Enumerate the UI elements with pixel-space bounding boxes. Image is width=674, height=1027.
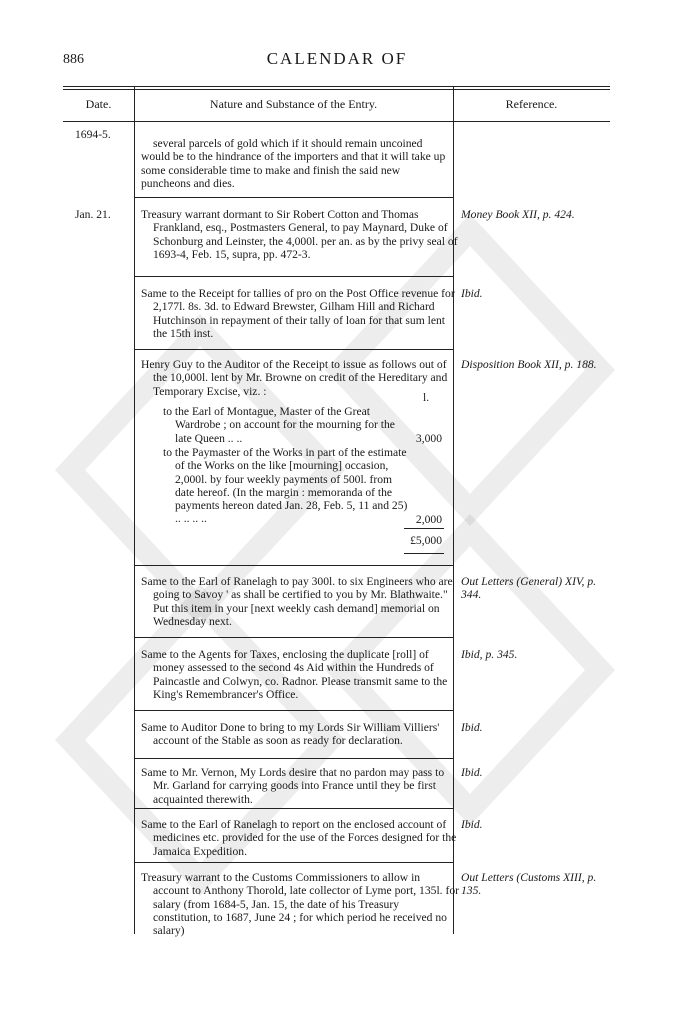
entry-text: Same to the Earl of Ranelagh to pay 300l. to six Engineers who are going to Savoy ' as shall be certified to you by Mr. Blathwaite." Put this item in your [next weekly cash demand] memorial on Wednesday next.	[141, 575, 453, 628]
entry-reference: Money Book XII, p. 424.	[461, 208, 575, 221]
entry-separator	[134, 276, 453, 277]
entry-reference: Disposition Book XII, p. 188.	[461, 358, 597, 371]
currency-marker: l.	[423, 391, 430, 404]
running-head: CALENDAR OF	[266, 49, 408, 68]
entry-separator	[134, 710, 453, 711]
entry-separator	[134, 637, 453, 638]
header-reference: Reference.	[505, 97, 558, 111]
page-number: 886	[63, 52, 84, 67]
column-divider-date	[134, 86, 135, 934]
entry-date: Jan. 21.	[75, 208, 111, 221]
entry-text: Same to Auditor Done to bring to my Lords Sir William Villiers' account of the Stable as soon as ready for declaration.	[141, 721, 440, 748]
entry-separator	[134, 565, 453, 566]
entry-separator	[134, 197, 453, 198]
entry-text: Henry Guy to the Auditor of the Receipt to issue as follows out of the 10,000l. lent by Mr. Browne on credit of the Hereditary and Temporary Excise, viz. :	[141, 358, 448, 398]
entry-reference: Ibid.	[461, 766, 483, 779]
entry-reference: Ibid, p. 345.	[461, 648, 518, 661]
entry-reference: Out Letters (General) XIV, p. 344.	[461, 575, 597, 602]
header-bottom-rule	[63, 121, 610, 122]
entry-text: Treasury warrant dormant to Sir Robert Cotton and Thomas Frankland, esq., Postmasters General, to pay Maynard, Duke of Schonburg and Leinster, the 4,000l. per an. as by the privy seal of 1693-4, Feb. 15, supra, pp. 472-3.	[141, 208, 458, 261]
payment-item: to the Paymaster of the Works in part of the estimate of the Works on the like [mourning] occasion, 2,000l. by four weekly payments of 500l. from date hereof. (In the margin : memoranda of the payments hereon dated Jan. 28, Feb. 5, 11 and 25) .. .. .. ..	[163, 446, 408, 526]
payment-total: £5,000	[410, 534, 442, 547]
table-top-rule-2	[63, 89, 610, 90]
entry-text: Treasury warrant to the Customs Commissioners to allow in account to Anthony Thorold, late collector of Lyme port, 135l. for salary (from 1684-5, Jan. 15, the date of his Treasury constitution, to 1687, June 24 ; for which period he received no salary)	[141, 871, 459, 938]
entry-text: Same to the Receipt for tallies of pro on the Post Office revenue for 2,177l. 8s. 3d. to Edward Brewster, Gilham Hill and Richard Hutchinson in repayment of their tally of loan for that sum lent the 15th inst.	[141, 287, 455, 340]
payment-item: to the Earl of Montague, Master of the Great Wardrobe ; on account for the mourning for the late Queen .. ..	[163, 405, 395, 445]
entry-separator	[134, 349, 453, 350]
entry-separator	[134, 808, 453, 809]
entry-reference: Ibid.	[461, 287, 483, 300]
entry-separator	[134, 758, 453, 759]
table-top-rule	[63, 86, 610, 87]
entry-text-continuation: several parcels of gold which if it should remain uncoined would be to the hindrance of the importers and that it will take up some considerable time to make and finish the said new puncheons and dies.	[141, 137, 446, 190]
payment-amount: 3,000	[415, 432, 442, 445]
header-entry: Nature and Substance of the Entry.	[209, 97, 378, 111]
entry-reference: Ibid.	[461, 818, 483, 831]
entry-text: Same to the Agents for Taxes, enclosing the duplicate [roll] of money assessed to the second 4s Aid within the Hundreds of Paincastle and Colwyn, co. Radnor. Please transmit same to the King's Remembrancer's Office.	[141, 648, 448, 701]
entry-reference: Out Letters (Customs XIII, p. 135.	[461, 871, 597, 898]
header-date: Date.	[85, 97, 112, 111]
entry-text: Same to Mr. Vernon, My Lords desire that no pardon may pass to Mr. Garland for carrying goods into France until they be first acquainted therewith.	[141, 766, 445, 806]
entry-reference: Ibid.	[461, 721, 483, 734]
year-label: 1694-5.	[75, 128, 111, 141]
entry-text: Same to the Earl of Ranelagh to report on the enclosed account of medicines etc. provided for the use of the Forces designed for the Jamaica Expedition.	[141, 818, 457, 858]
payment-amount: 2,000	[415, 513, 442, 526]
entry-separator	[134, 862, 453, 863]
